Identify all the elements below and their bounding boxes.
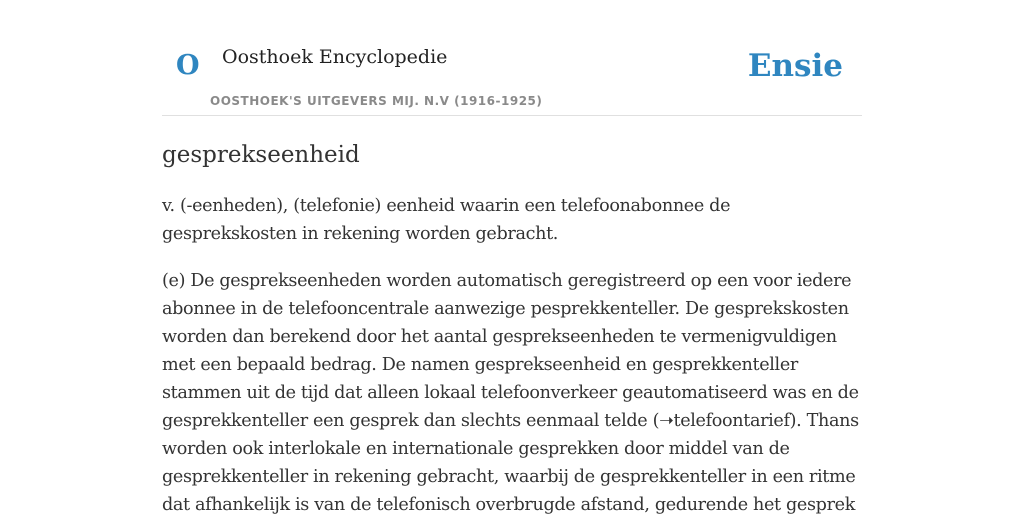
entry-title: gesprekseenheid: [162, 142, 360, 168]
brand-logo-link[interactable]: Ensie: [747, 48, 843, 84]
site-header: [162, 0, 862, 116]
entry-definition: v. (-eenheden), (telefonie) eenheid waarin een telefoonabonnee de gesprekskosten in rekening worden gebracht.: [162, 195, 731, 244]
page-container: [162, 0, 862, 519]
entry-body: (e) De gesprekseenheden worden automatisch geregistreerd op een voor iedere abonnee in de telefooncentrale aanwezige pesprekkenteller. De gesprekskosten worden dan berekend door het aantal gesprekseenheden te vermenigvuldigen met een bepaald bedrag. De namen gesprekseenheid en gesprekkenteller stammen uit de tijd dat alleen lokaal telefoonverkeer geautomatiseerd was en de gesprekkenteller een gesprek dan slechts eenmaal telde (➝telefoontarief). Thans worden ook interlokale en internationale gesprekken door middel van de gesprekkenteller in rekening gebracht, waarbij de gesprekkenteller in een ritme dat afhankelijk is van de telefonisch overbrugde afstand, gedurende het gesprek: [162, 270, 859, 515]
logo-icon[interactable]: O: [176, 50, 200, 81]
site-title-link[interactable]: Oosthoek Encyclopedie: [222, 46, 448, 68]
publisher-label: OOSTHOEK'S UITGEVERS MIJ. N.V (1916-1925): [210, 94, 543, 108]
